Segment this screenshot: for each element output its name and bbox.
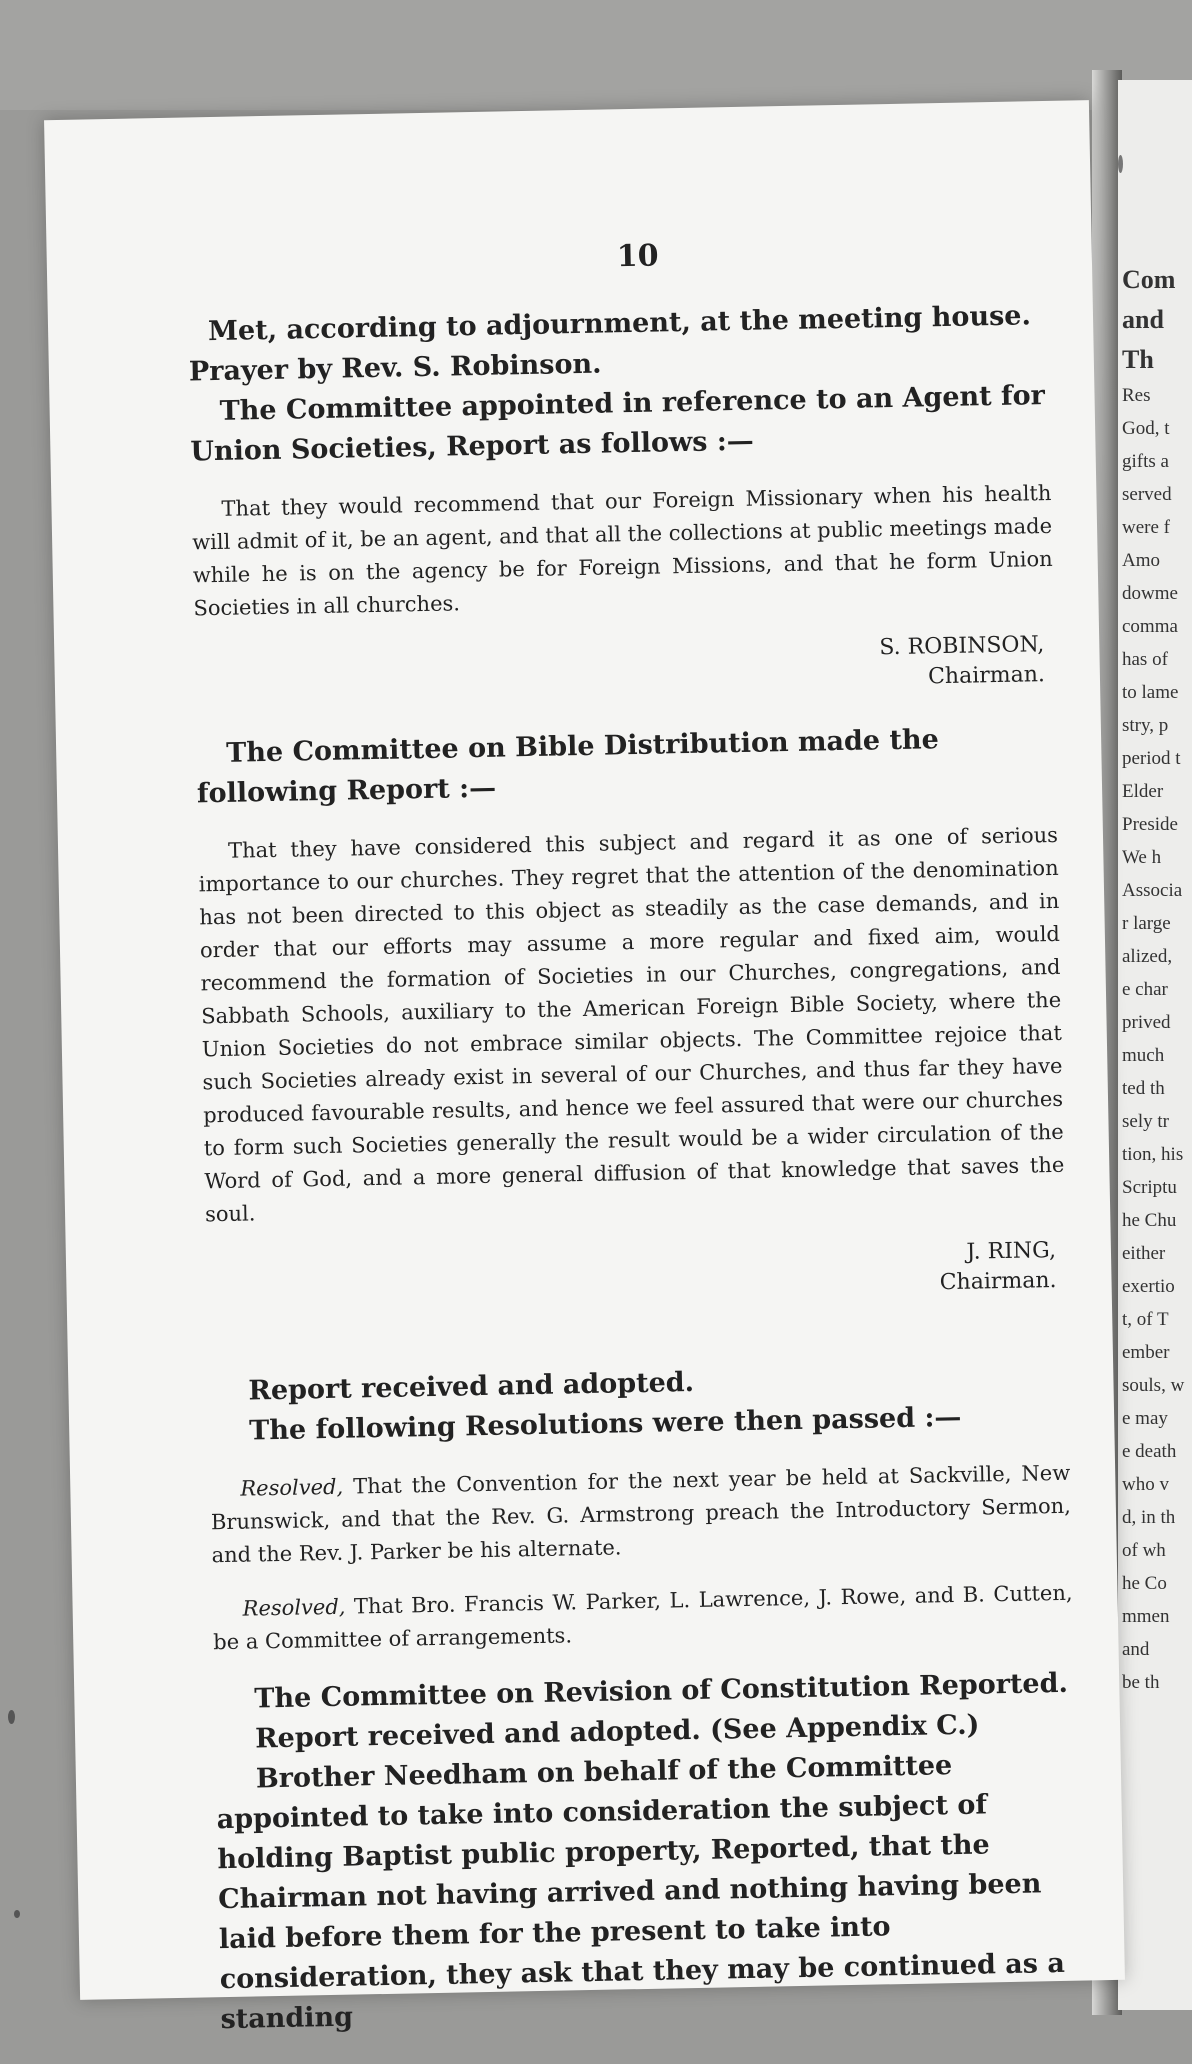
facing-page-fragment: exertio (1122, 1276, 1175, 1297)
meeting-line: Met, according to adjournment, at the meeting house. (207, 300, 1032, 348)
bible-committee-heading: The Committee on Bible Distribution made the following Report :— (196, 724, 940, 810)
resolution-2 (212, 1577, 1073, 1659)
facing-page-fragment: sely tr (1122, 1111, 1169, 1132)
facing-page-fragment: dowme (1122, 583, 1178, 604)
resolutions-intro: The following Resolutions were then passed :— (248, 1401, 962, 1447)
facing-page-fragment: Preside (1122, 814, 1178, 835)
page-body (188, 296, 1081, 2040)
facing-page-fragment: he Chu (1122, 1210, 1177, 1231)
agent-signer: S. ROBINSON, (879, 632, 1045, 661)
facing-page-fragment: t, of T (1122, 1309, 1169, 1330)
agent-signer-role: Chairman. (927, 662, 1046, 690)
resolved-label: Resolved, (240, 1474, 344, 1501)
facing-page-fragment: God, t (1122, 418, 1170, 439)
facing-page-fragment: Com (1122, 265, 1176, 294)
facing-page-fragment: were f (1122, 517, 1170, 538)
facing-page-fragment: who v (1122, 1474, 1169, 1495)
facing-page-fragment: served (1122, 484, 1172, 505)
facing-page-fragment: r large (1122, 913, 1171, 934)
facing-page-fragment: comma (1122, 616, 1178, 637)
book-page (44, 100, 1125, 2036)
resolution-1-text: That the Convention for the next year be held at Sackville, New Brunswick, and that the Rev. G. Armstrong preach the Introductory Sermon, and the Rev. J. Parker be his alternate. (210, 1460, 1072, 1568)
facing-page-fragment: stry, p (1122, 715, 1169, 736)
bible-signer: J. RING, (966, 1237, 1057, 1265)
facing-page-fragment: much (1122, 1045, 1165, 1066)
facing-page-fragment: Elder (1122, 781, 1164, 802)
needham-paragraph: Brother Needham on behalf of the Committee appointed to take into consideration the subject of holding Baptist public property, Reported, that the Chairman not having arrived and nothing having been laid before them for the present to take into consideration, they ask that they may be continued as a standing (216, 1750, 1066, 2036)
facing-page-fragment: of wh (1122, 1540, 1166, 1561)
facing-page-fragment: e may (1122, 1408, 1168, 1429)
facing-page-fragment: has of (1122, 649, 1168, 670)
facing-page-fragment: either (1122, 1243, 1166, 1264)
facing-page-fragment: to lame (1122, 682, 1179, 703)
facing-page-fragment: prived (1122, 1012, 1171, 1033)
resolution-2-text: That Bro. Francis W. Parker, L. Lawrence, J. Rowe, and B. Cutten, be a Committee of arrangements. (213, 1580, 1073, 1655)
facing-page-fragment: ember (1122, 1342, 1170, 1363)
facing-page-fragment: tion, his (1122, 1144, 1184, 1165)
prayer-line: Prayer by Rev. S. Robinson. (188, 348, 602, 388)
facing-page-fragment: alized, (1122, 946, 1173, 967)
facing-page-edge (1118, 80, 1192, 2010)
facing-page-fragment: mmen (1122, 1606, 1170, 1627)
facing-page-fragment: gifts a (1122, 451, 1169, 472)
facing-page-fragment: and (1122, 305, 1164, 334)
facing-page-fragment: and (1122, 1639, 1150, 1660)
facing-page-fragment: Scriptu (1122, 1177, 1177, 1198)
page-number: 10 (616, 238, 659, 275)
resolution-1 (210, 1457, 1072, 1572)
facing-page-fragment: he Co (1122, 1573, 1167, 1594)
facing-page-fragment: e death (1122, 1441, 1177, 1462)
facing-page-fragment: souls, w (1122, 1375, 1185, 1396)
constitution-committee-line: The Committee on Revision of Constitution Reported. (254, 1667, 1069, 1715)
facing-page-fragment: Res (1122, 385, 1151, 406)
agent-report-paragraph: That they would recommend that our Foreign Missionary when his health will admit of it, be an agent, and that all the collections at public meetings made while he is on the agency be for Foreign Missions, and that he form Union Societies in all churches. (191, 480, 1053, 621)
resolved-label: Resolved, (242, 1594, 346, 1621)
facing-page-fragment: Th (1122, 345, 1154, 374)
scan-background (0, 0, 1192, 110)
facing-page-fragment: e char (1122, 979, 1168, 1000)
bible-report-paragraph: That they have considered this subject and regard it as one of serious importance to our churches. They regret that the attention of the denomination has not been directed to this object as steadily as the case demands, and in order that our efforts may assume a more regular and fixed aim, would recommend the formation of Societies in our Churches, congregations, and Sabbath Schools, auxiliary to the American Foreign Bible Society, where the Union Societies do not embrace similar objects. The Committee rejoice that such Societies already exist in several of our Churches, and thus far they have produced favourable results, and hence we feel assured that were our churches to form such Societies generally the result would be a wider circulation of the Word of God, and a more general diffusion of that knowledge that saves the soul. (198, 822, 1065, 1227)
facing-page-fragment: Associa (1122, 880, 1183, 901)
facing-page-fragment: ted th (1122, 1078, 1165, 1099)
bible-signer-role: Chairman. (939, 1267, 1057, 1296)
agent-committee-heading: The Committee appointed in reference to an Agent for Union Societies, Report as follows :— (190, 380, 1046, 468)
facing-page-fragment: d, in th (1122, 1507, 1176, 1528)
report-adopted-line: Report received and adopted. (248, 1366, 695, 1407)
facing-page-fragment: Amo (1122, 550, 1160, 571)
facing-page-fragment: We h (1122, 847, 1162, 868)
facing-page-fragment: period t (1122, 748, 1181, 769)
facing-page-fragment: be th (1122, 1672, 1160, 1693)
report-adopted-appendix-line: Report received and adopted. (See Appendix C.) (254, 1709, 980, 1755)
